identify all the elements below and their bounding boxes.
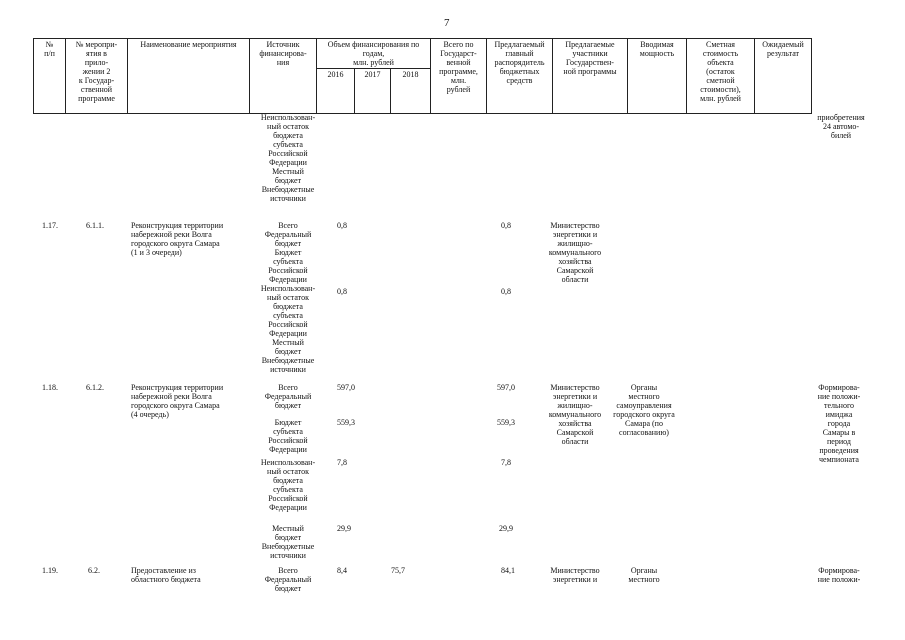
carryover-result: приобретения 24 автомо- билей bbox=[817, 113, 865, 140]
row-measure: 6.1.1. bbox=[86, 221, 104, 230]
row-measure: 6.2. bbox=[88, 566, 100, 575]
row-value-2017: 75,7 bbox=[391, 566, 405, 575]
header-source: Источник финансирова- ния bbox=[250, 39, 317, 114]
header-total: Всего по Государст- венной программе, млн. рублей bbox=[431, 39, 487, 114]
header-year-2018: 2018 bbox=[391, 69, 431, 114]
header-year-2016: 2016 bbox=[317, 69, 355, 114]
row-name: Предоставление из областного бюджета bbox=[131, 566, 201, 584]
row-result: Формирова- ние положи- тельного имиджа города Самары в период проведения чемпионата bbox=[817, 383, 861, 464]
table-header bbox=[33, 38, 812, 114]
row-total: 0,8 bbox=[501, 221, 511, 230]
row-no: 1.17. bbox=[42, 221, 58, 230]
row-no: 1.19. bbox=[42, 566, 58, 575]
row-manager: Министерство энергетики и жилищно- коммунального хозяйства Самарской области bbox=[548, 221, 602, 284]
row-total: 559,3 bbox=[497, 418, 515, 427]
row-total: 29,9 bbox=[499, 524, 513, 533]
header-participants: Предлагаемые участники Государствен- ной программы bbox=[553, 39, 628, 114]
row-result: Формирова- ние положи- bbox=[817, 566, 861, 584]
row-sources: Неиспользован- ный остаток бюджета субъекта Российской Федерации bbox=[260, 458, 316, 512]
row-name: Реконструкция территории набережной реки Волга городского округа Самара (4 очередь) bbox=[131, 383, 224, 419]
row-total: 0,8 bbox=[501, 287, 511, 296]
row-no: 1.18. bbox=[42, 383, 58, 392]
row-sources: Местный бюджет Внебюджетные источники bbox=[261, 524, 315, 560]
row-measure: 6.1.2. bbox=[86, 383, 104, 392]
header-capacity: Вводимая мощность bbox=[628, 39, 687, 114]
row-name: Реконструкция территории набережной реки Волга городского округа Самара (1 и 3 очереди) bbox=[131, 221, 224, 257]
row-participants: Органы местного самоуправления городского округа Самара (по согласованию) bbox=[613, 383, 675, 437]
header-name: Наименование мероприятия bbox=[128, 39, 250, 114]
row-total: 84,1 bbox=[501, 566, 515, 575]
header-volume: Объем финансирования по годам, млн. рублей bbox=[317, 39, 431, 69]
header-cost: Сметная стоимость объекта (остаток сметной стоимости), млн. рублей bbox=[687, 39, 755, 114]
header-manager: Предлагаемый главный распорядитель бюджетных средств bbox=[487, 39, 553, 114]
header-measure-no: № меропри- ятия в прило- жении 2 к Государ- ственной программе bbox=[66, 39, 128, 114]
row-manager: Министерство энергетики и жилищно- коммунального хозяйства Самарской области bbox=[548, 383, 602, 446]
row-value-2016: 0,8 bbox=[337, 287, 347, 296]
row-sources: Всего Федеральный бюджет bbox=[264, 383, 312, 410]
header-year-2017: 2017 bbox=[355, 69, 391, 114]
row-value-2016: 0,8 bbox=[337, 221, 347, 230]
row-sources: Всего Федеральный бюджет Бюджет субъекта Российской Федерации Неиспользован- ный остаток бюджета субъекта Российской Федерации Местный бюджет Внебюджетные источники bbox=[260, 221, 316, 374]
row-total: 597,0 bbox=[497, 383, 515, 392]
header-result: Ожидаемый результат bbox=[755, 39, 812, 114]
row-value-2016: 597,0 bbox=[337, 383, 355, 392]
row-participants: Органы местного bbox=[628, 566, 660, 584]
row-value-2016: 29,9 bbox=[337, 524, 351, 533]
row-value-2016: 8,4 bbox=[337, 566, 347, 575]
row-value-2016: 7,8 bbox=[337, 458, 347, 467]
row-sources: Всего Федеральный бюджет bbox=[264, 566, 312, 593]
header-no: № п/п bbox=[34, 39, 66, 114]
row-value-2016: 559,3 bbox=[337, 418, 355, 427]
page-number: 7 bbox=[444, 17, 450, 29]
carryover-sources: Неиспользован- ный остаток бюджета субъекта Российской Федерации Местный бюджет Внебюджетные источники bbox=[260, 113, 316, 203]
row-manager: Министерство энергетики и bbox=[550, 566, 600, 584]
row-total: 7,8 bbox=[501, 458, 511, 467]
row-sources: Бюджет субъекта Российской Федерации bbox=[268, 418, 308, 454]
